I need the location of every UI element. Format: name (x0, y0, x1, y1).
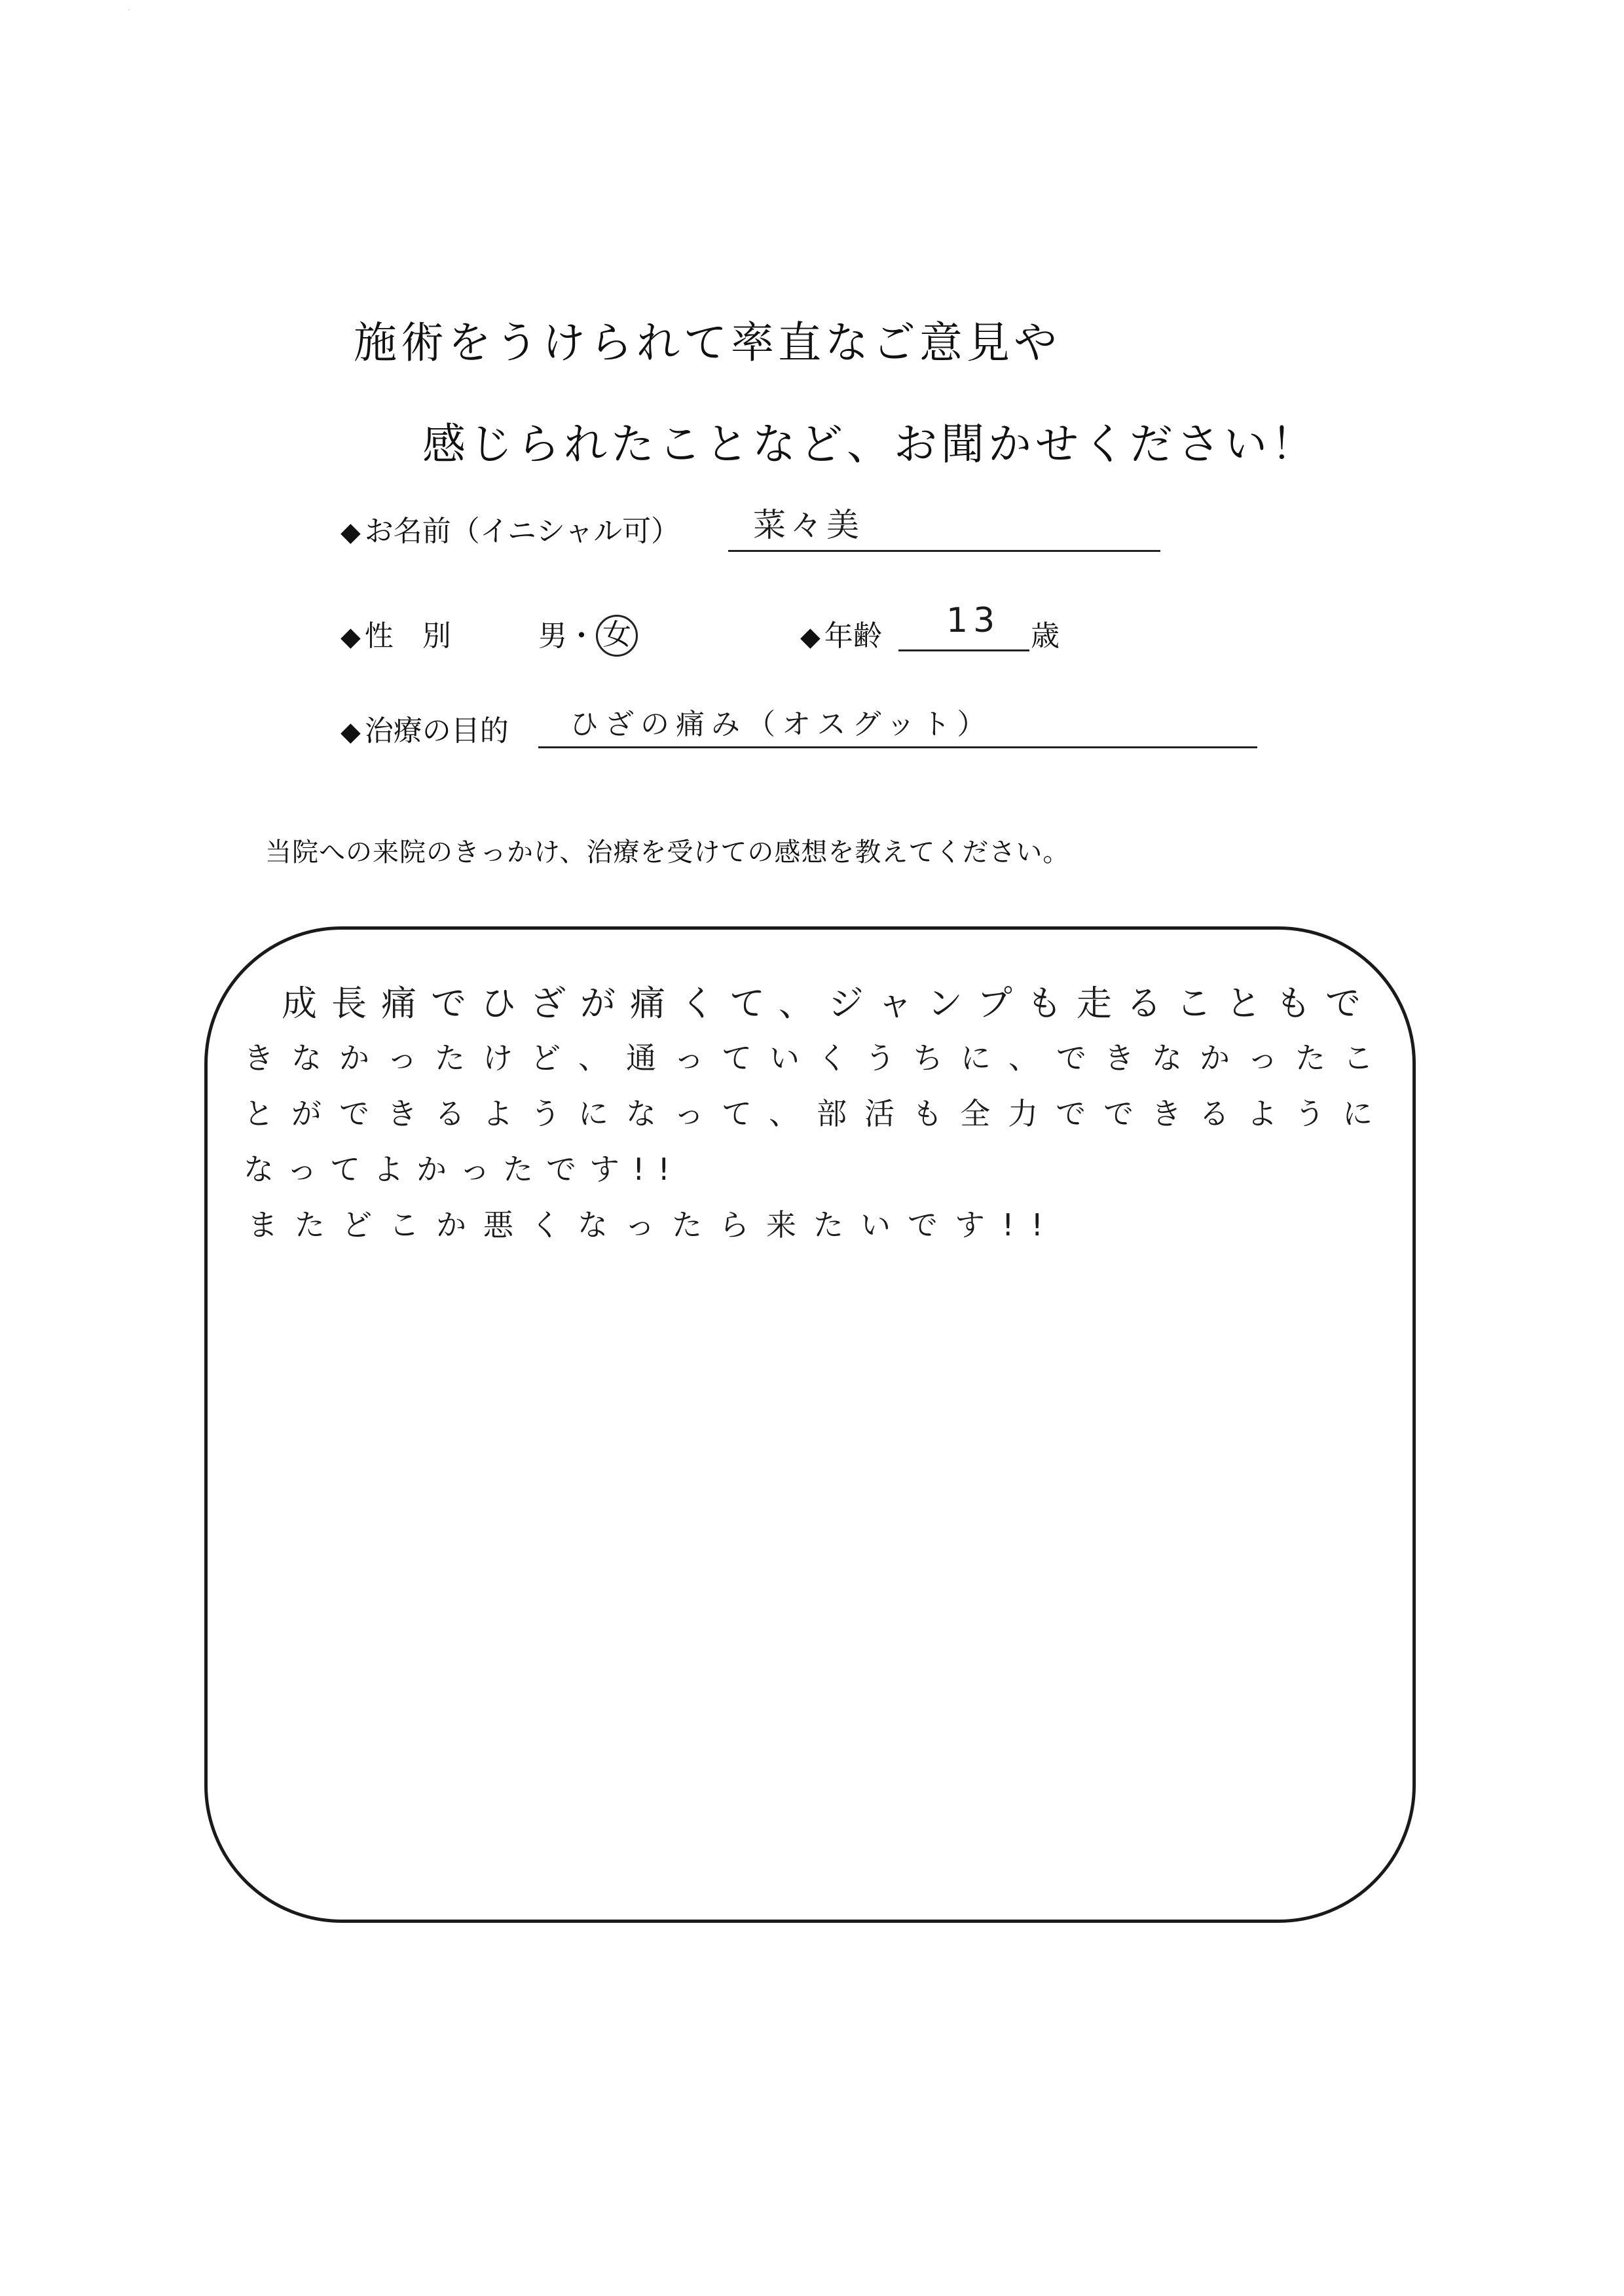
gender-separator: ・ (567, 619, 596, 653)
diamond-bullet-icon: ◆ (800, 622, 821, 652)
scan-speck: · (128, 5, 131, 16)
age-label: 年齢 (824, 619, 882, 653)
age-field (800, 612, 882, 654)
gender-option-female-circled (596, 615, 638, 657)
title-line-1: 施術をうけられて率直なご意見や (354, 318, 1061, 368)
name-field (341, 507, 680, 549)
title-line-2: 感じられたことなど、お聞かせください！ (422, 419, 1318, 469)
comment-line-5: またどこか悪くなったら来たいです!! (248, 1207, 1060, 1243)
purpose-underline (538, 746, 1257, 748)
name-value: 菜々美 (753, 506, 863, 544)
comment-line-2: きなかったけど、通っていくうちに、できなかったこ (244, 1040, 1391, 1076)
gender-option-male: 男 (538, 619, 567, 653)
diamond-bullet-icon: ◆ (341, 517, 361, 547)
gender-label: 性 別 (364, 619, 451, 653)
age-unit: 歳 (1031, 619, 1060, 653)
diamond-bullet-icon: ◆ (341, 717, 361, 747)
gender-field (341, 612, 451, 654)
age-value: 13 (946, 601, 1001, 640)
comment-line-3: とができるようになって、部活も全力でできるように (244, 1096, 1391, 1131)
gender-option-female: 女 (602, 617, 631, 651)
gender-options (538, 612, 638, 657)
name-label: お名前（イニシャル可） (364, 515, 680, 548)
comment-line-4: なってよかったです!! (244, 1152, 683, 1187)
age-underline (898, 649, 1029, 651)
diamond-bullet-icon: ◆ (341, 622, 361, 652)
purpose-value: ひざの痛み（オスグット） (570, 708, 993, 741)
purpose-label: 治療の目的 (364, 714, 509, 748)
name-underline (728, 550, 1160, 552)
instruction-text: 当院への来院のきっかけ、治療を受けての感想を教えてください。 (265, 837, 1070, 867)
comment-line-1: 成長痛でひざが痛くて、ジャンプも走ることもで (282, 983, 1375, 1024)
purpose-field (341, 707, 509, 749)
